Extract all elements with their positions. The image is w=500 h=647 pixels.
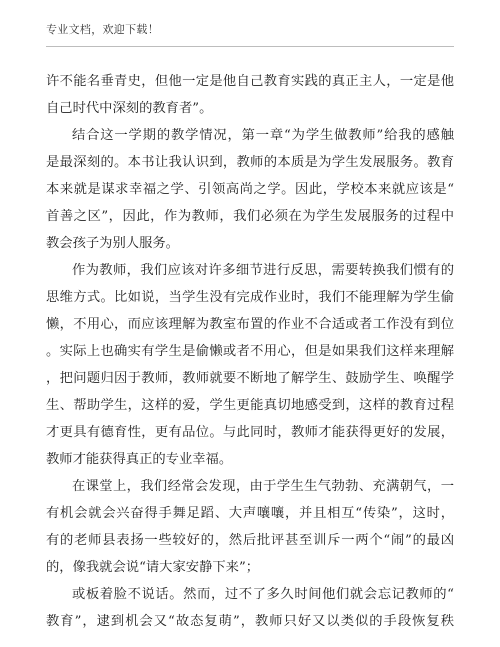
text-line: 生、帮助学生，这样的爱，学生更能真切地感受到，这样的教育过程 <box>46 398 454 413</box>
text-line: 才更具有德育性，更有品位。与此同时，教师才能获得更好的发展， <box>46 425 454 440</box>
text-line: 思维方式。比如说，当学生没有完成作业时，我们不能理解为学生偷 <box>46 290 454 305</box>
text-line: 有机会就会兴奋得手舞足蹈、大声嚷嚷，并且相互“传染”，这时， <box>46 506 454 521</box>
text-line: 的，像我就会说“请大家安静下来”； <box>46 560 260 575</box>
text-line: 教会孩子为别人服务。 <box>46 236 179 251</box>
header-divider <box>46 46 454 47</box>
text-line: 是最深刻的。本书让我认识到，教师的本质是为学生发展服务。教育 <box>46 155 454 170</box>
text-line: 。实际上也确实有学生是偷懒或者不用心，但是如果我们这样来理解 <box>46 344 454 359</box>
text-line: 在课堂上，我们经常会发现，由于学生生气勃勃、充满朝气，一 <box>72 479 454 494</box>
text-line: 有的老师县表扬一些较好的，然后批评甚至训斥一两个“闹”的最凶 <box>46 533 454 548</box>
text-line: 教育”，逮到机会又“故态复萌”，教师只好又以类似的手段恢复秩 <box>46 614 454 629</box>
text-line: 自己时代中深刻的教育者”。 <box>46 101 213 116</box>
text-line: 作为教师，我们应该对许多细节进行反思，需要转换我们惯有的 <box>72 263 454 278</box>
page-header-text: 专业文档，欢迎下载！ <box>46 23 159 36</box>
text-line: 结合这一学期的教学情况，第一章“为学生做教师”给我的感触 <box>72 128 454 143</box>
document-body <box>46 68 454 635</box>
text-line: 懒，不用心，而应该理解为教室布置的作业不合适或者工作没有到位 <box>46 317 454 332</box>
text-line: 首善之区”，因此，作为教师，我们必须在为学生发展服务的过程中 <box>46 209 454 224</box>
text-line: 或板着脸不说话。然而，过不了多久时间他们就会忘记教师的“ <box>72 587 454 602</box>
text-line: 教师才能获得真正的专业幸福。 <box>46 452 233 467</box>
text-line: ，把问题归因于教师，教师就要不断地了解学生、鼓励学生、唤醒学 <box>46 371 454 386</box>
text-line: 本来就是谋求幸福之学、引领高尚之学。因此，学校本来就应该是“ <box>46 182 454 197</box>
text-line: 许不能名垂青史，但他一定是他自己教育实践的真正主人，一定是他 <box>46 74 454 89</box>
